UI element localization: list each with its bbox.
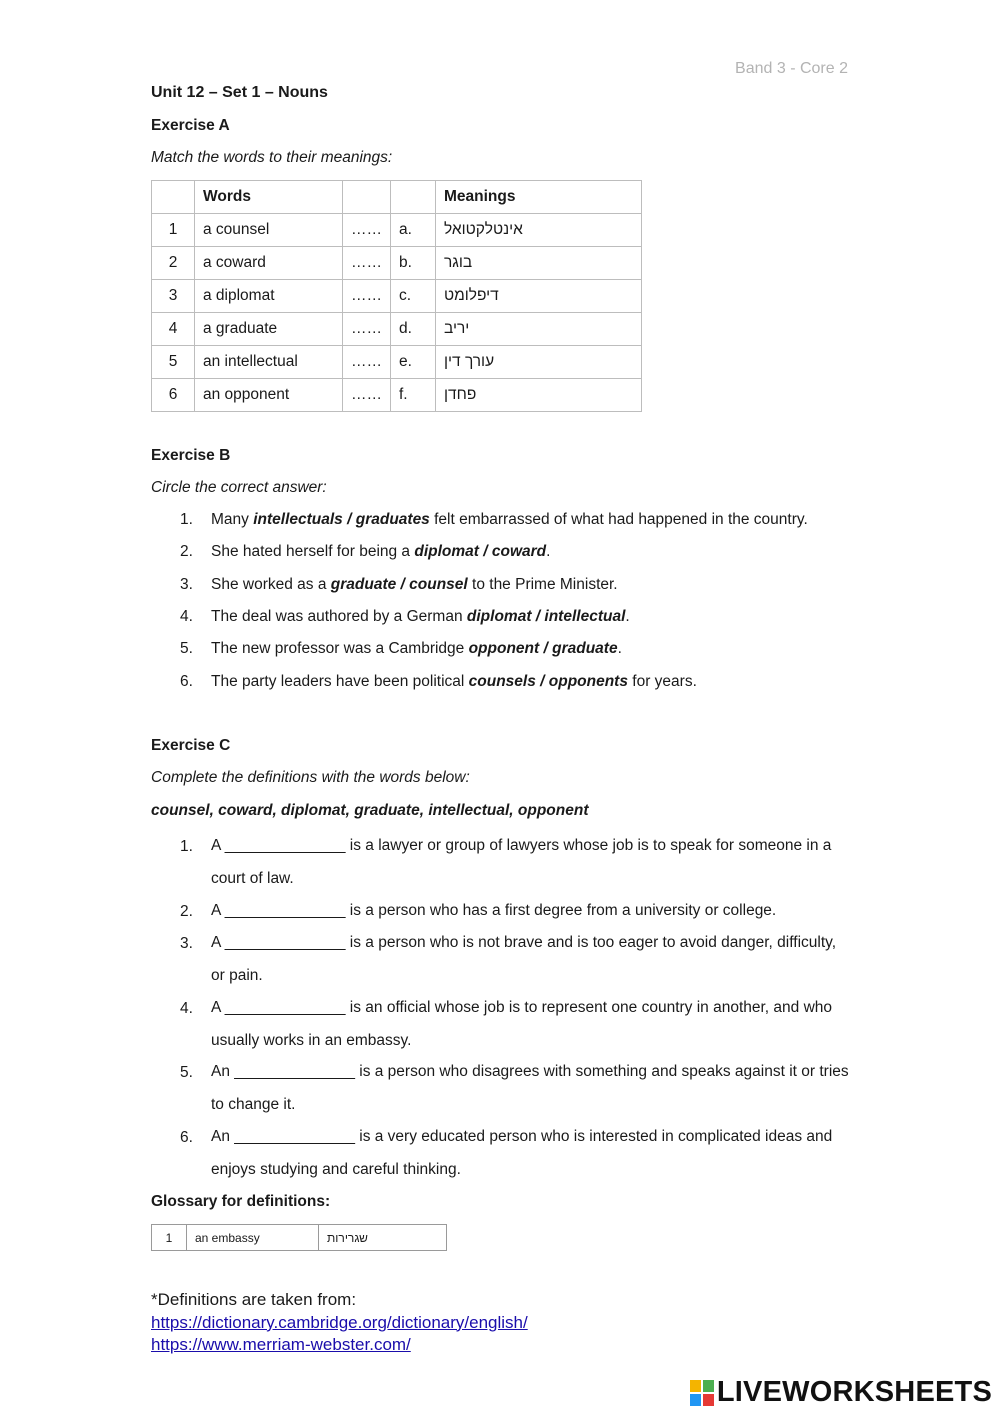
answer-choice[interactable]: graduate / counsel — [330, 576, 468, 593]
row-letter: f. — [391, 379, 436, 412]
item-text: The new professor was a Cambridge — [211, 640, 469, 657]
table-header-row — [152, 181, 642, 214]
row-meaning: פחדן — [436, 379, 642, 412]
answer-blank[interactable]: …… — [343, 247, 391, 280]
glossary-translation: שגרירות — [319, 1225, 447, 1251]
row-meaning: דיפלומט — [436, 280, 642, 313]
col-meanings-header: Meanings — [436, 181, 642, 214]
definition-text[interactable]: An ______________ is a person who disagrees with something and speaks against it or tries to change it. — [211, 1063, 849, 1113]
item-text: The deal was authored by a German — [211, 608, 467, 625]
row-word: a graduate — [195, 313, 343, 346]
liveworksheets-logo-icon — [690, 1380, 714, 1406]
row-number: 4 — [152, 313, 195, 346]
item-number: 3. — [180, 935, 193, 952]
row-number: 2 — [152, 247, 195, 280]
table-row — [152, 1225, 447, 1251]
logo-square-blue — [690, 1394, 701, 1406]
glossary-heading: Glossary for definitions: — [151, 1193, 331, 1210]
row-number: 1 — [152, 214, 195, 247]
row-number: 3 — [152, 280, 195, 313]
row-meaning: יריב — [436, 313, 642, 346]
answer-blank[interactable]: …… — [343, 379, 391, 412]
word-bank: counsel, coward, diplomat, graduate, intellectual, opponent — [151, 802, 589, 819]
item-text: She worked as a — [211, 576, 331, 593]
row-letter: c. — [391, 280, 436, 313]
logo-square-green — [703, 1380, 714, 1392]
item-number: 6. — [180, 1129, 193, 1146]
item-number: 2. — [180, 903, 193, 920]
answer-choice[interactable]: diplomat / coward — [414, 543, 547, 560]
definition-text[interactable]: An ______________ is a very educated person who is interested in complicated ideas and enjoys studying and careful thinking. — [211, 1128, 833, 1178]
cambridge-link[interactable]: https://dictionary.cambridge.org/dictionary/english/ — [151, 1312, 528, 1332]
row-word: an opponent — [195, 379, 343, 412]
sources — [151, 1289, 528, 1357]
item-number: 6. — [180, 673, 193, 690]
item-text: felt embarrassed of what had happened in the country. — [429, 511, 808, 528]
item-number: 5. — [180, 640, 193, 657]
logo-square-yellow — [690, 1380, 701, 1392]
answer-blank[interactable]: …… — [343, 280, 391, 313]
item-text: The party leaders have been political — [211, 673, 469, 690]
row-letter: d. — [391, 313, 436, 346]
row-meaning: בוגר — [436, 247, 642, 280]
liveworksheets-logo[interactable] — [690, 1376, 992, 1409]
item-number: 5. — [180, 1064, 193, 1081]
definition-text[interactable]: A ______________ is an official whose job is to represent one country in another, and who usually works in an embassy. — [211, 999, 833, 1049]
item-number: 1. — [180, 838, 193, 855]
sources-label: *Definitions are taken from: — [151, 1290, 357, 1309]
col-words-header: Words — [195, 181, 343, 214]
row-word: a diplomat — [195, 280, 343, 313]
merriam-webster-link[interactable]: https://www.merriam-webster.com/ — [151, 1335, 411, 1354]
row-word: a coward — [195, 247, 343, 280]
item-text: for years. — [627, 673, 697, 690]
exercise-a-heading: Exercise A — [151, 117, 230, 134]
logo-square-red — [703, 1394, 714, 1406]
row-letter: a. — [391, 214, 436, 247]
exercise-b-heading: Exercise B — [151, 447, 231, 464]
item-number: 4. — [180, 1000, 193, 1017]
row-number: 5 — [152, 346, 195, 379]
answer-blank[interactable]: …… — [343, 346, 391, 379]
row-meaning: אינטלקטואל — [436, 214, 642, 247]
item-number: 4. — [180, 608, 193, 625]
item-number: 2. — [180, 543, 193, 560]
row-letter: e. — [391, 346, 436, 379]
table-row — [152, 379, 642, 412]
answer-blank[interactable]: …… — [343, 313, 391, 346]
exercise-c-heading: Exercise C — [151, 737, 231, 754]
item-text: to the Prime Minister. — [467, 576, 618, 593]
definition-text[interactable]: A ______________ is a person who is not brave and is too eager to avoid danger, difficulty, or pain. — [211, 934, 837, 984]
item-text: . — [617, 640, 622, 657]
table-row — [152, 247, 642, 280]
table-row — [152, 346, 642, 379]
row-meaning: עורך דין — [436, 346, 642, 379]
exercise-a-instruction: Match the words to their meanings: — [151, 149, 393, 166]
definition-text[interactable]: A ______________ is a lawyer or group of lawyers whose job is to speak for someone in a court of law. — [211, 837, 832, 887]
table-row — [152, 280, 642, 313]
row-number: 6 — [152, 379, 195, 412]
answer-choice[interactable]: counsels / opponents — [468, 673, 628, 690]
table-row — [152, 313, 642, 346]
item-text: . — [625, 608, 630, 625]
answer-choice[interactable]: diplomat / intellectual — [466, 608, 626, 625]
glossary-number: 1 — [152, 1225, 187, 1251]
row-word: an intellectual — [195, 346, 343, 379]
item-text: Many — [211, 511, 254, 528]
glossary-term: an embassy — [187, 1225, 319, 1251]
matching-table — [151, 180, 642, 412]
item-number: 1. — [180, 511, 193, 528]
definition-text[interactable]: A ______________ is a person who has a first degree from a university or college. — [211, 902, 777, 919]
page-title: Unit 12 – Set 1 – Nouns — [151, 84, 328, 101]
exercise-b-instruction: Circle the correct answer: — [151, 479, 327, 496]
row-word: a counsel — [195, 214, 343, 247]
item-text: She hated herself for being a — [211, 543, 415, 560]
answer-choice[interactable]: opponent / graduate — [468, 640, 618, 657]
exercise-c-instruction: Complete the definitions with the words below: — [151, 769, 470, 786]
answer-choice[interactable]: intellectuals / graduates — [253, 511, 430, 528]
table-row — [152, 214, 642, 247]
item-text: . — [546, 543, 551, 560]
band-label: Band 3 - Core 2 — [735, 60, 848, 77]
answer-blank[interactable]: …… — [343, 214, 391, 247]
logo-text: LIVEWORKSHEETS — [716, 1376, 992, 1408]
item-number: 3. — [180, 576, 193, 593]
row-letter: b. — [391, 247, 436, 280]
glossary-table — [151, 1224, 447, 1251]
